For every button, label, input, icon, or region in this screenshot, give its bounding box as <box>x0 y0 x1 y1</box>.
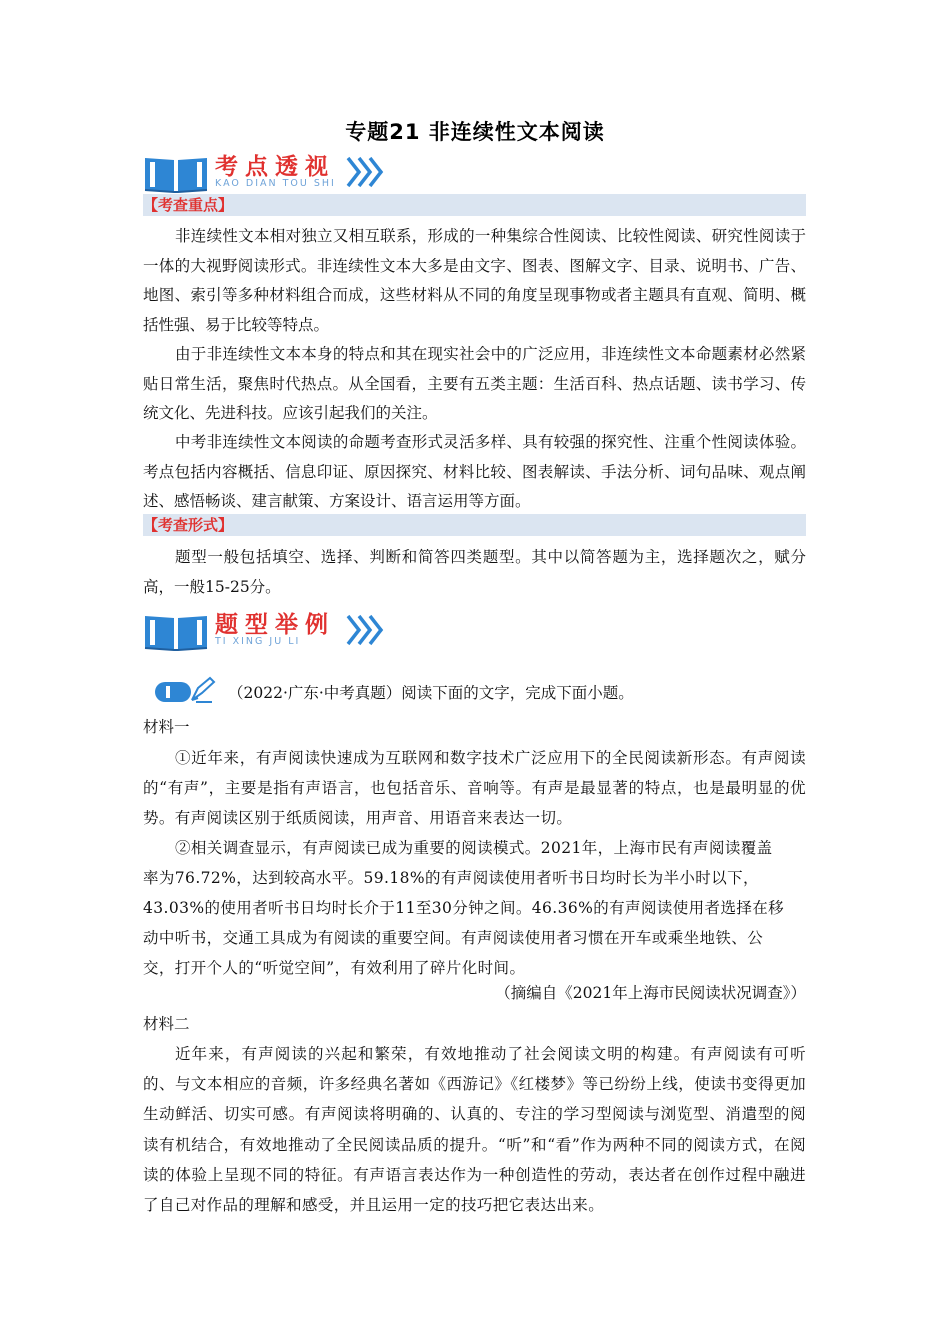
form-paragraph: 题型一般包括填空、选择、判断和简答四类题型。其中以简答题为主，选择题次之，赋分高，一般15-25分。 <box>143 548 806 596</box>
section-title: 题型举例 <box>215 612 335 638</box>
section-subtitle: TI XING JU LI <box>215 636 301 647</box>
material2-paragraph: 近年来，有声阅读的兴起和繁荣，有效地推动了社会阅读文明的构建。有声阅读有可听的、与文本相应的音频，许多经典名著如《西游记》《红楼梦》等已纷纷上线，使读书变得更加生动鲜活、切实可感。有声阅读将明确的、认真的、专注的学习型阅读与浏览型、消遣型的阅读有机结合，有效地推动了全民阅读品质的提升。“听”和“看”作为两种不同的阅读方式，在阅读的体验上呈现不同的特征。有声语言表达作为一种创造性的劳动，表达者在创作过程中融进了自己对作品的理解和感受，并且运用一定的技巧把它表达出来。 <box>143 1045 806 1215</box>
material-label: 材料二 <box>143 1015 190 1033</box>
focus-label: 【考查重点】 <box>143 194 806 216</box>
material1-paragraph-2-line-5: 交，打开个人的“听觉空间”，有效利用了碎片化时间。 <box>143 959 526 977</box>
page-title: 专题21 非连续性文本阅读 <box>345 120 605 144</box>
section-banner-tixing <box>143 606 443 658</box>
pencil-icon <box>154 676 216 706</box>
material1-paragraph-2-line-3: 43.03%的使用者听书日均时长介于11至30分钟之间。46.36%的有声阅读使用者选择在移 <box>143 899 785 917</box>
material1-source: （摘编自《2021年上海市民阅读状况调查》） <box>495 984 806 1002</box>
open-book-icon <box>143 610 209 652</box>
material1-paragraph-1: ①近年来，有声阅读快速成为互联网和数字技术广泛应用下的全民阅读新形态。有声阅读的“有声”，主要是指有声语言，也包括音乐、音响等。有声是最显著的特点，也是最明显的优势。有声阅读区别于纸质阅读，用声音、用语音来表达一切。 <box>143 749 806 828</box>
question-intro: （2022·广东·中考真题）阅读下面的文字，完成下面小题。 <box>228 684 634 702</box>
focus-paragraph-3: 中考非连续性文本阅读的命题考查形式灵活多样、具有较强的探究性、注重个性阅读体验。考点包括内容概括、信息印证、原因探究、材料比较、图表解读、手法分析、词句品味、观点阐述、感悟畅谈、建言献策、方案设计、语言运用等方面。 <box>143 433 806 510</box>
chevron-right-icon <box>346 614 386 646</box>
section-banner-kaodian <box>143 148 443 200</box>
material1-paragraph-2-line-1: ②相关调查显示，有声阅读已成为重要的阅读模式。2021年，上海市民有声阅读覆盖 <box>175 839 773 857</box>
material-label: 材料一 <box>143 718 190 736</box>
section-title: 考点透视 <box>215 154 335 180</box>
open-book-icon <box>143 152 209 194</box>
focus-paragraph-1: 非连续性文本相对独立又相互联系，形成的一种集综合性阅读、比较性阅读、研究性阅读于一体的大视野阅读形式。非连续性文本大多是由文字、图表、图解文字、目录、说明书、广告、地图、索引等多种材料组合而成，这些材料从不同的角度呈现事物或者主题具有直观、简明、概括性强、易于比较等特点。 <box>143 227 806 334</box>
material1-paragraph-2-line-2: 率为76.72%，达到较高水平。59.18%的有声阅读使用者听书日均时长为半小时以下， <box>143 869 759 887</box>
section-subtitle: KAO DIAN TOU SHI <box>215 178 336 189</box>
chevron-right-icon <box>346 156 386 188</box>
focus-paragraph-2: 由于非连续性文本本身的特点和其在现实社会中的广泛应用，非连续性文本命题素材必然紧贴日常生活，聚焦时代热点。从全国看，主要有五类主题：生活百科、热点话题、读书学习、传统文化、先进科技。应该引起我们的关注。 <box>143 345 806 422</box>
form-label: 【考查形式】 <box>143 514 806 536</box>
material1-paragraph-2-line-4: 动中听书，交通工具成为有阅读的重要空间。有声阅读使用者习惯在开车或乘坐地铁、公 <box>143 929 764 947</box>
